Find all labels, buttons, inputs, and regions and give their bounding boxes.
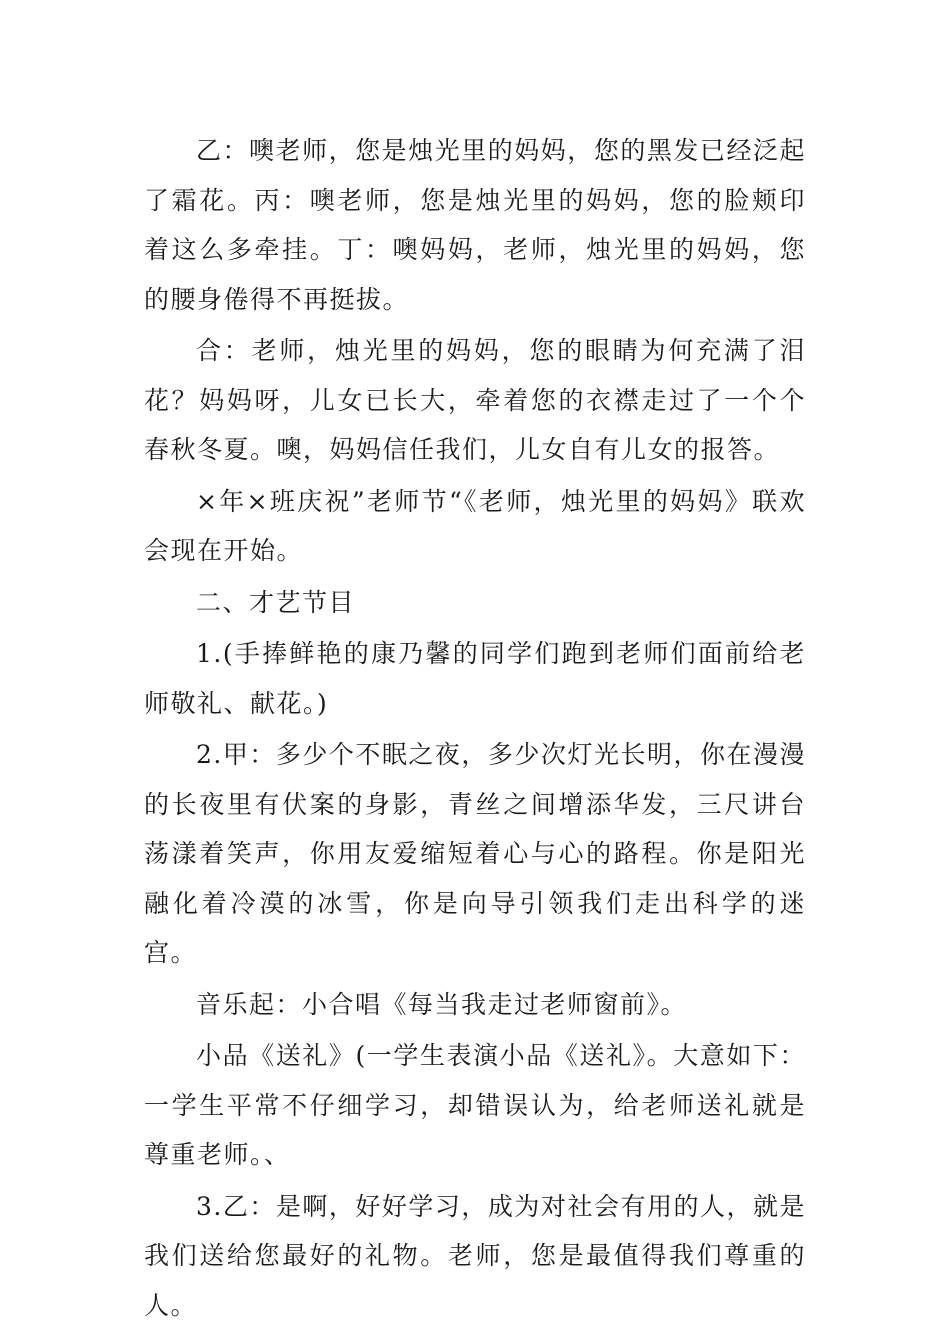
paragraph-7: 小品《送礼》(一学生表演小品《送礼》。大意如下：一学生平常不仔细学习，却错误认为，给老师送礼就是尊重老师。、 bbox=[144, 1041, 806, 1169]
paragraph-6: 音乐起：小合唱《每当我走过老师窗前》。 bbox=[196, 989, 688, 1019]
paragraph-5: 2.甲：多少个不眠之夜，多少次灯光长明，你在漫漫的长夜里有伏案的身影，青丝之间增添华发，三尺讲台荡漾着笑声，你用友爱缩短着心与心的路程。你是阳光融化着冷漠的冰雪，你是向导引领我们走出科学的迷宫。 bbox=[144, 740, 806, 967]
paragraph-3: ×年×班庆祝”老师节“《老师，烛光里的妈妈》联欢会现在开始。 bbox=[144, 486, 806, 565]
paragraph-2: 合：老师，烛光里的妈妈，您的眼睛为何充满了泪花？妈妈呀，儿女已长大，牵着您的衣襟走过了一个个春秋冬夏。噢，妈妈信任我们，儿女自有儿女的报答。 bbox=[144, 336, 806, 464]
document-body bbox=[144, 126, 806, 1332]
paragraph-1: 乙：噢老师，您是烛光里的妈妈，您的黑发已经泛起了霜花。丙：噢老师，您是烛光里的妈妈，您的脸颊印着这么多牵挂。丁：噢妈妈，老师，烛光里的妈妈，您的腰身倦得不再挺拔。 bbox=[144, 136, 806, 314]
paragraph-4: 1.(手捧鲜艳的康乃馨的同学们跑到老师们面前给老师敬礼、献花。) bbox=[144, 639, 806, 718]
paragraph-8: 3.乙：是啊，好好学习，成为对社会有用的人，就是我们送给您最好的礼物。老师，您是最值得我们尊重的人。 bbox=[144, 1191, 806, 1320]
section-heading: 二、才艺节目 bbox=[196, 587, 356, 617]
